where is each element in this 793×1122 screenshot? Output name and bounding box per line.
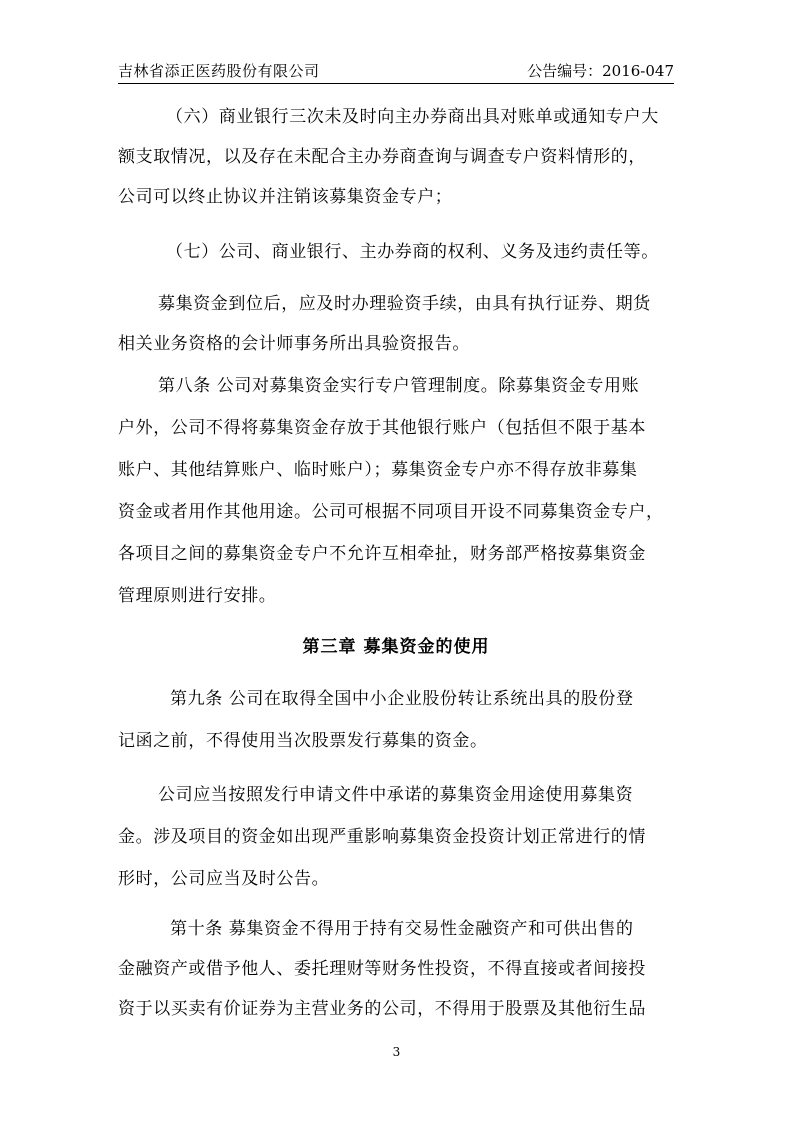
text-line: 相关业务资格的会计师事务所出具验资报告。 (118, 334, 470, 354)
text-line: 资金或者用作其他用途。公司可根据不同项目开设不同募集资金专户， (118, 502, 664, 522)
text-line: 公司可以终止协议并注销该募集资金专户； (118, 187, 453, 207)
paragraph-3 (118, 293, 674, 355)
text-line: 账户、其他结算账户、临时账户）；募集资金专户亦不得存放非募集 (118, 460, 638, 480)
paragraph-2 (118, 241, 674, 263)
text-line: 形时，公司应当及时公告。 (118, 869, 330, 889)
text-line: （六）商业银行三次未及时向主办券商出具对账单或通知专户大 (166, 107, 659, 127)
text-line: （七）公司、商业银行、主办券商的权利、义务及违约责任等。 (166, 242, 659, 262)
text-line: 第八条 公司对募集资金实行专户管理制度。除募集资金专用账 (158, 376, 640, 396)
paragraph-5 (118, 688, 674, 752)
text-line: 户外，公司不得将募集资金存放于其他银行账户（包括但不限于基本 (118, 418, 646, 438)
chapter-heading: 第三章 募集资金的使用 (302, 637, 490, 657)
paragraph-7 (118, 918, 674, 1020)
text-line: 金融资产或借予他人、委托理财等财务性投资，不得直接或者间接投 (118, 959, 646, 979)
text-line: 管理原则进行安排。 (118, 586, 277, 606)
text-line: 第十条 募集资金不得用于持有交易性金融资产和可供出售的 (170, 919, 634, 939)
text-line: 第九条 公司在取得全国中小企业股份转让系统出具的股份登 (170, 689, 634, 709)
page-number: 3 (392, 1045, 401, 1059)
notice-number: 公告编号：2016-047 (527, 62, 674, 80)
text-line: 金。涉及项目的资金如出现严重影响募集资金投资计划正常进行的情 (118, 827, 646, 847)
paragraph-6 (118, 784, 674, 890)
text-line: 公司应当按照发行申请文件中承诺的募集资金用途使用募集资 (158, 785, 634, 805)
text-line: 额支取情况，以及存在未配合主办券商查询与调查专户资料情形的， (118, 147, 646, 167)
paragraph-1 (118, 106, 674, 208)
text-line: 各项目之间的募集资金专户不允许互相牵扯，财务部严格按募集资金 (118, 544, 646, 564)
text-line: 募集资金到位后，应及时办理验资手续，由具有执行证券、期货 (158, 294, 651, 314)
text-line: 记函之前，不得使用当次股票发行募集的资金。 (118, 731, 488, 751)
company-name: 吉林省添正医药股份有限公司 (118, 62, 320, 80)
text-line: 资于以买卖有价证券为主营业务的公司，不得用于股票及其他衍生品 (118, 999, 646, 1019)
page-header (118, 58, 674, 84)
paragraph-4 (118, 375, 674, 607)
header-rule (118, 83, 674, 84)
